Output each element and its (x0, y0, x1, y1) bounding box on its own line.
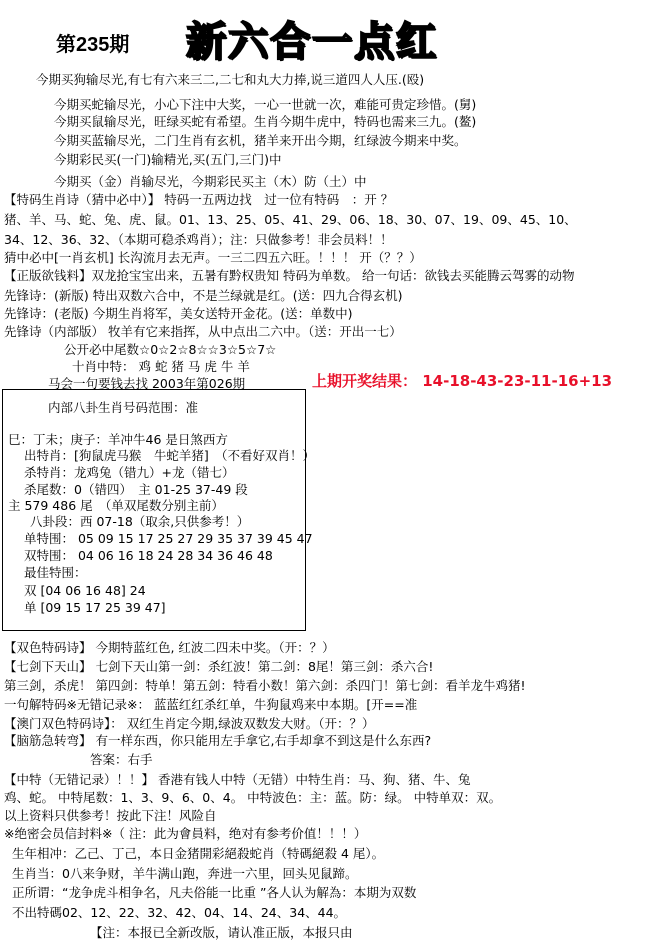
text-line-l12: 先锋诗：(新版) 特出双数六合中，不是兰绿就是红。(送：四九合得玄机) (4, 288, 403, 303)
text-line-l31: 【七剑下天山】 七剑下天山第一剑：杀红波！第二剑：8尾！第三剑：杀六合! (4, 659, 434, 674)
text-line-l13: 先锋诗：(老版) 今期生肖将军，美女送特开金花。(送：单数中) (4, 306, 353, 321)
last-draw-result: 上期开奖结果： 14-18-43-23-11-16+13 (312, 372, 613, 390)
text-line-l21: 杀特肖：龙鸡兔（错九）+龙（错七） (24, 465, 235, 480)
text-line-l24: 八卦段：西 07-18（取余,只供参考！） (30, 514, 250, 529)
text-line-l34: 【澳门双色特码诗】： 双红生肖定今期,绿波双数发大财。（开：？） (4, 716, 375, 731)
text-line-l20: 出特肖：[狗鼠虎马猴 牛蛇羊猪] （不看好双肖！） (24, 448, 316, 463)
issue-label: 第235期 (56, 34, 130, 56)
text-line-l11: 【正版欲钱料】双龙抢宝宝出来，五暑有黔权贵知 特码为单数。 给一句话：欲钱去买能腾云驾雾的动物 (4, 268, 575, 283)
text-line-l30: 【双色特码诗】 今期特蓝红色, 红波二四未中奖。（开：？） (4, 640, 335, 655)
text-line-l36: 答案：右手 (90, 752, 153, 767)
text-line-l09: 34、12、36、32、（本期可稳杀鸡肖）；注：只做参考！非会员料！！ (4, 232, 393, 247)
text-line-l01: 今期买狗输尽光,有七有六来三二,二七和丸大力捧,说三道四人人压.(殴) (36, 72, 425, 87)
text-line-l29: 单 [09 15 17 25 39 47] (24, 600, 166, 615)
text-line-l41: 生年相冲：乙己、丁己，本日金猪開彩絕殺蛇肖（特碼絕殺 4 尾）。 (12, 846, 385, 861)
text-line-l45: 【注：本报已全新改版，请认准正版，本报只由 (90, 925, 353, 940)
text-line-l25: 单特围： 05 09 15 17 25 27 29 35 37 39 45 47 (24, 531, 313, 546)
text-line-l38: 鸡、蛇。 中特尾数：1、3、9、6、0、4。 中特波色：主：蓝。防：绿。 中特单双：双。 (4, 790, 502, 805)
text-line-l32: 第三剑，杀虎！ 第四剑：特单！第五剑：特看小数！第六剑：杀四门！第七剑：看羊龙牛鸡猪! (4, 678, 526, 693)
text-line-l26: 双特围： 04 06 16 18 24 28 34 36 46 48 (24, 548, 273, 563)
text-line-l16: 十肖中特： 鸡 蛇 猪 马 虎 牛 羊 (72, 359, 250, 374)
text-line-l23: 主 579 486 尾 （单双尾数分别主前） (8, 498, 224, 513)
text-line-l44: 不出特碼02、12、22、32、42、04、14、24、34、44。 (12, 905, 347, 920)
text-line-l28: 双 [04 06 16 48] 24 (24, 583, 146, 598)
text-line-l06: 今期买（金）肖输尽光，今期彩民买主（木）防（土）中 (54, 174, 367, 189)
text-line-l05: 今期彩民买(一门)输精光,买(五门,三门)中 (54, 152, 282, 167)
text-line-l35: 【脑筋急转弯】 有一样东西，你只能用左手拿它,右手却拿不到这是什么东西? (4, 733, 432, 748)
text-line-l22: 杀尾数：0（错四） 主 01-25 37-49 段 (24, 482, 248, 497)
text-line-l10: 猜中必中[一肖玄机] 长沟流月去无声。一三二四五六旺。！！！ 开（？？） (4, 250, 422, 265)
text-line-l14: 先锋诗（内部版） 牧羊有它来指挥，从中点出二六中。（送：开出一七） (4, 324, 402, 339)
text-line-l02: 今期买蛇输尽光，小心下注中大奖，一心一世就一次，难能可贵定珍惜。(舅) (54, 97, 477, 112)
text-line-l37: 【中特（无错记录）！！】 香港有钱人中特（无错）中特生肖：马、狗、猪、牛、兔 (4, 772, 471, 787)
text-line-l39: 以上资料只供参考！按此下注！风险自 (4, 808, 217, 823)
text-line-l03: 今期买鼠输尽光，旺绿买蛇有希望。生肖今期牛虎中，特码也需来三九。(鳌) (54, 114, 477, 129)
text-line-l17: 马会一句要钱去找 2003年第026期 (48, 376, 246, 391)
brand-title: 新六合一点红 (186, 18, 438, 65)
text-line-l07: 【特码生肖诗（猜中必中）】 特码一五两边找 过一位有特码 ：开 ？ (4, 192, 394, 207)
text-line-l27: 最佳特围： (24, 565, 87, 580)
text-line-l08: 猪、羊、马、蛇、兔、虎、鼠。01、13、25、05、41、29、06、18、30、07、19、09、45、10、 (4, 212, 577, 227)
text-line-l42: 生肖当：0八来争财，羊牛满山跑，奔进一六里，回头见鼠蹄。 (12, 866, 358, 881)
text-line-l15: 公开必中尾数☆0☆2☆8☆☆3☆5☆7☆ (64, 342, 277, 357)
text-line-l43: 正所谓：“龙争虎斗相争名，凡夫俗能一比重 ”各人认为解為：本期为双数 (12, 885, 417, 900)
text-line-l04: 今期买蓝输尽光，二门生肖有玄机，猪羊来开出今期，红绿波今期来中奖。 (54, 133, 467, 148)
text-line-l33: 一句解特码※无错记录※： 蓝蓝红红杀红单，牛狗鼠鸡来中本期。[开==准 (4, 697, 418, 712)
text-line-l40: ※绝密会员信封料※（ 注：此为會員料，绝对有参考价值！！！） (4, 826, 367, 841)
text-line-l19: 巳：丁未；庚子：羊冲牛46 是日煞西方 (8, 432, 228, 447)
text-line-l18: 内部八卦生肖号码范围：准 (48, 400, 199, 415)
